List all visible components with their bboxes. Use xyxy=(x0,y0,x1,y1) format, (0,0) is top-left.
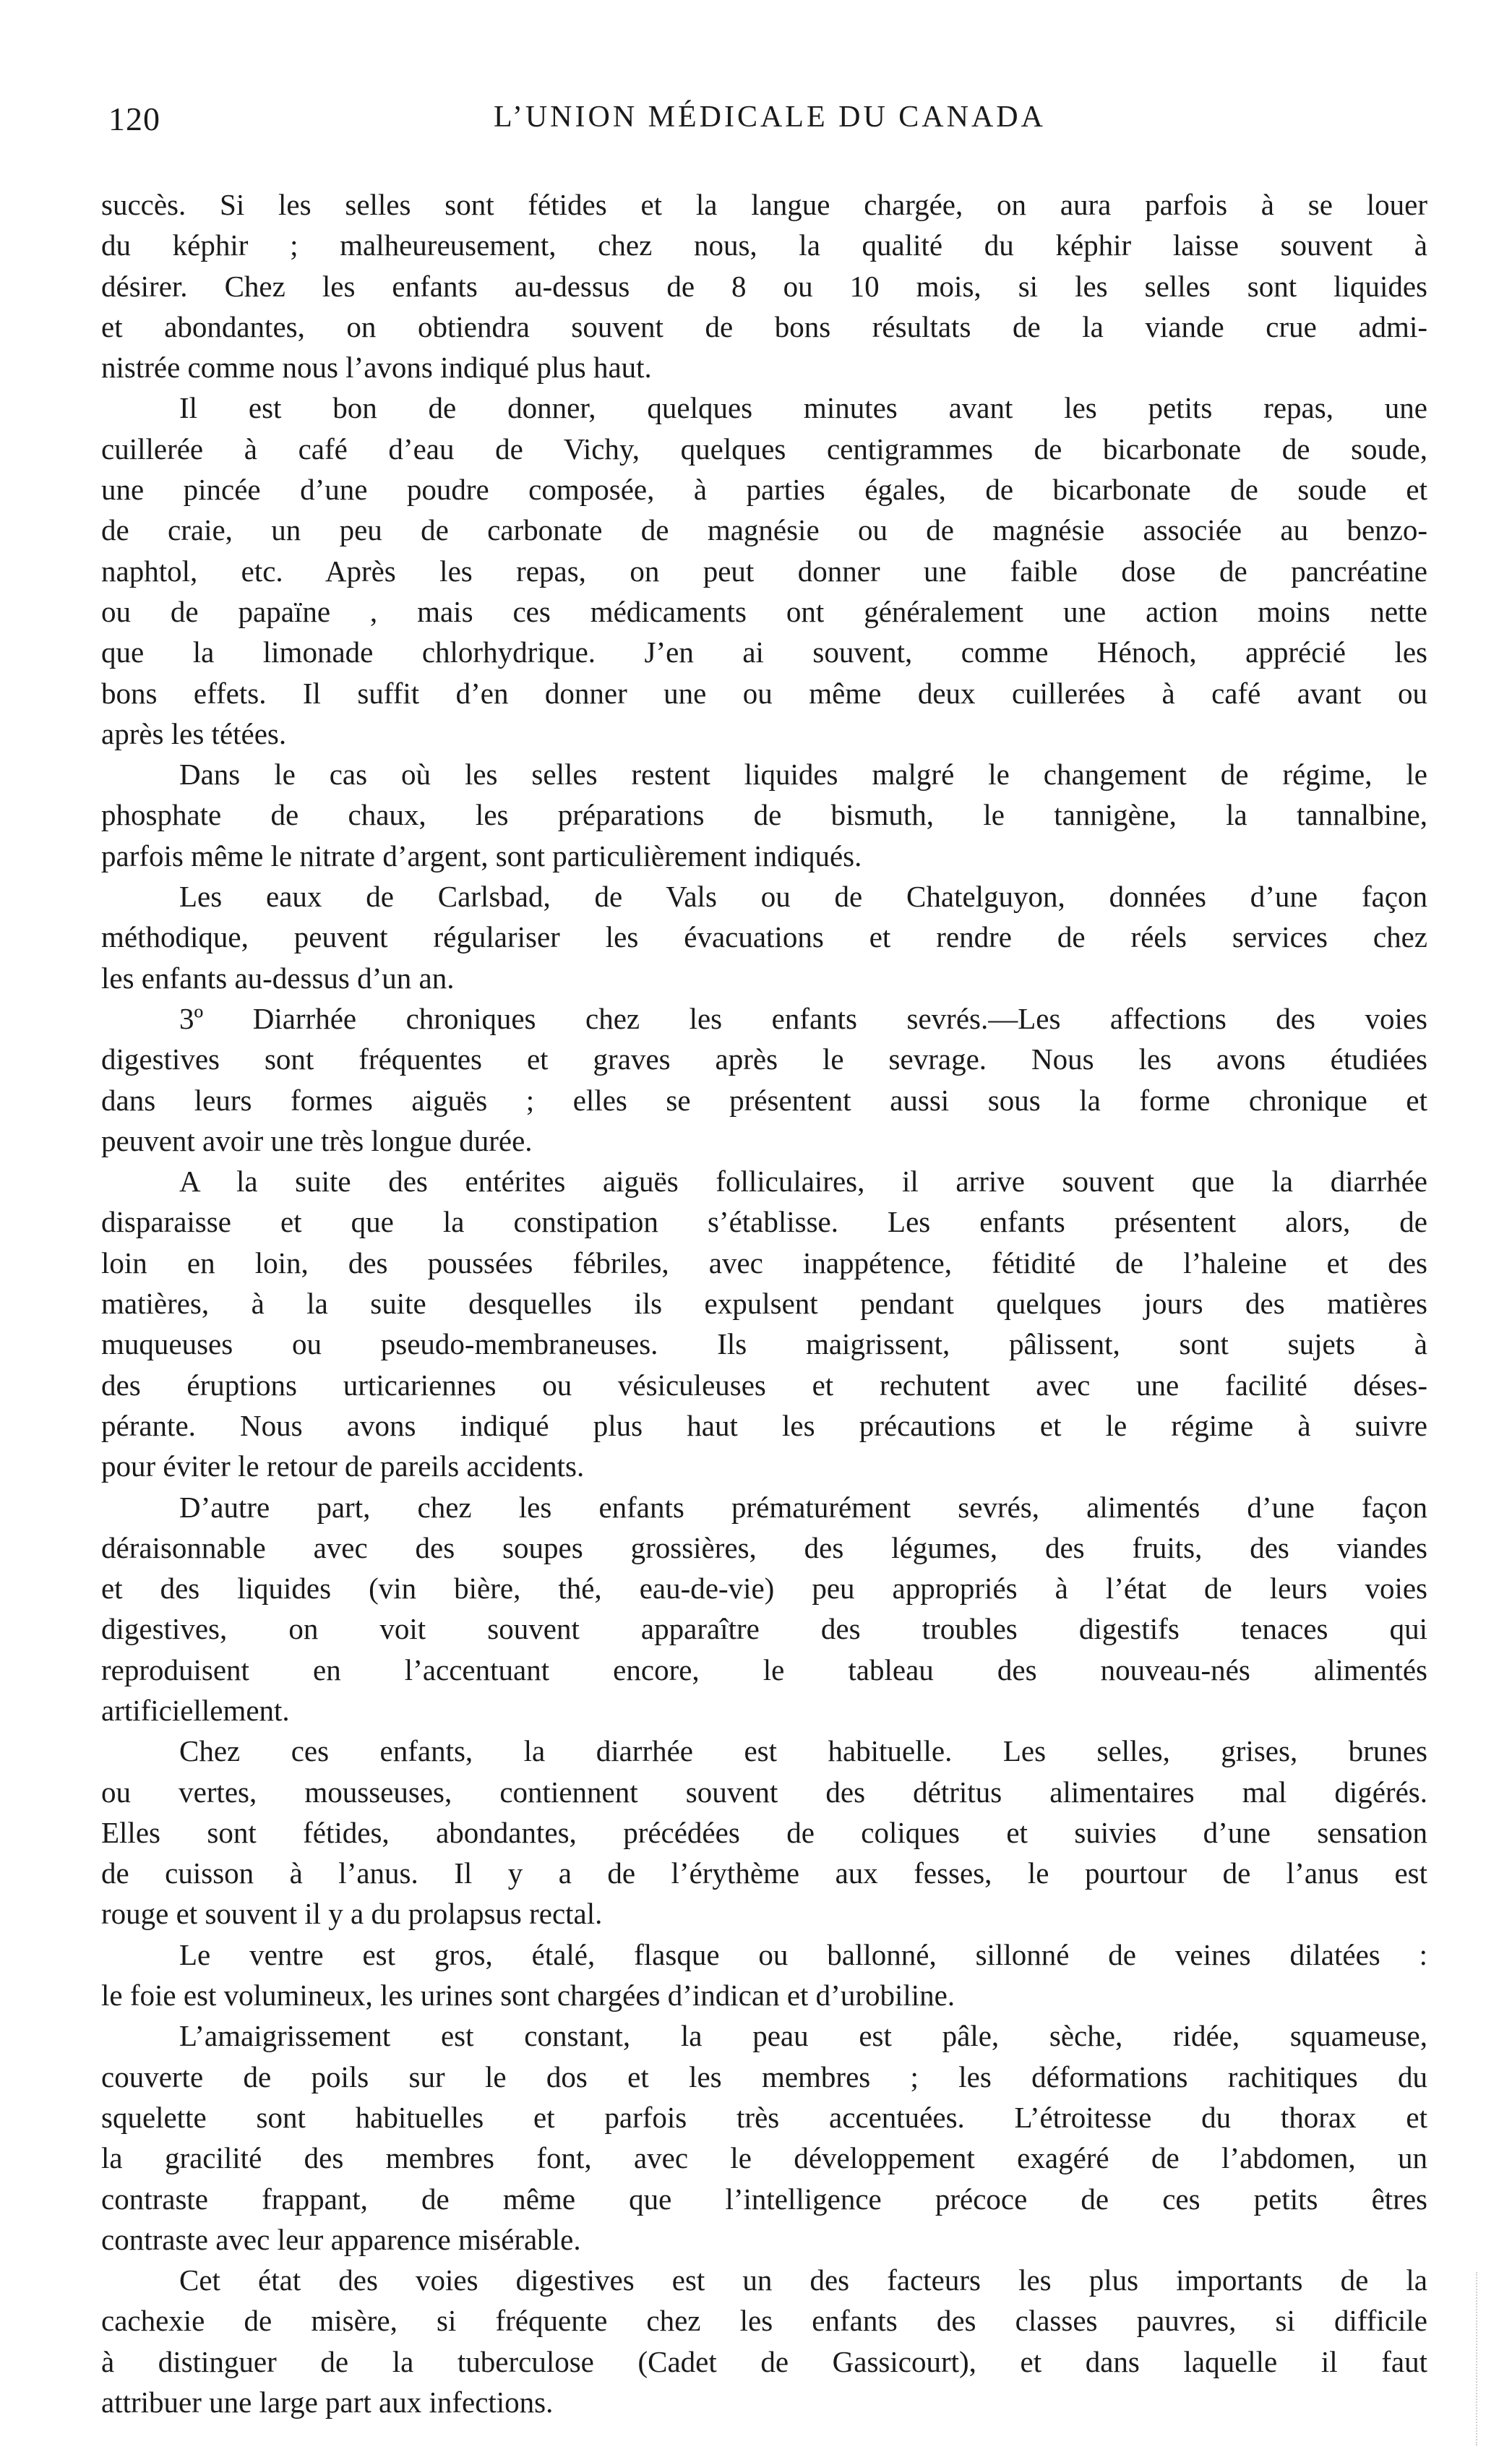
text-line: Elles sont fétides, abondantes, précédées de coliques et suivies d’une sensation xyxy=(101,1815,1427,1849)
text-line: de craie, un peu de carbonate de magnésie ou de magnésie associée au benzo- xyxy=(101,513,1427,547)
text-line: L’amaigrissement est constant, la peau est pâle, sèche, ridée, squameuse, xyxy=(179,2019,1427,2053)
body-text xyxy=(101,184,1427,2422)
text-line: peuvent avoir une très longue durée. xyxy=(101,1123,533,1157)
text-line: à distinguer de la tuberculose (Cadet de Gassicourt), et dans laquelle il faut xyxy=(101,2344,1427,2378)
text-line: naphtol, etc. Après les repas, on peut donner une faible dose de pancréatine xyxy=(101,554,1427,588)
text-line: muqueuses ou pseudo-membraneuses. Ils maigrissent, pâlissent, sont sujets à xyxy=(101,1327,1427,1361)
text-line: digestives sont fréquentes et graves après le sevrage. Nous les avons étudiées xyxy=(101,1042,1427,1076)
text-line: et abondantes, on obtiendra souvent de bons résultats de la viande crue admi- xyxy=(101,309,1427,343)
text-line: dans leurs formes aiguës ; elles se présentent aussi sous la forme chronique et xyxy=(101,1083,1427,1117)
page-header xyxy=(108,100,1431,150)
text-line: Dans le cas où les selles restent liquides malgré le changement de régime, le xyxy=(179,758,1427,792)
text-line: A la suite des entérites aiguës folliculaires, il arrive souvent que la diarrhée xyxy=(179,1165,1427,1199)
text-line: Cet état des voies digestives est un des facteurs les plus importants de la xyxy=(179,2263,1427,2297)
text-line: attribuer une large part aux infections. xyxy=(101,2386,554,2420)
text-line: couverte de poils sur le dos et les membres ; les déformations rachitiques du xyxy=(101,2060,1427,2093)
text-line: méthodique, peuvent régulariser les évacuations et rendre de réels services chez xyxy=(101,920,1427,954)
text-line: squelette sont habituelles et parfois très accentuées. L’étroitesse du thorax et xyxy=(101,2100,1427,2134)
text-line: disparaisse et que la constipation s’établisse. Les enfants présentent alors, de xyxy=(101,1205,1427,1239)
text-line: pour éviter le retour de pareils accidents. xyxy=(101,1449,585,1483)
text-line: après les tétées. xyxy=(101,716,287,750)
text-line: parfois même le nitrate d’argent, sont particulièrement indiqués. xyxy=(101,839,862,873)
text-line: Le ventre est gros, étalé, flasque ou ballonné, sillonné de veines dilatées : xyxy=(179,1937,1427,1971)
text-line: rouge et souvent il y a du prolapsus rectal. xyxy=(101,1897,603,1931)
text-line: ou vertes, mousseuses, contiennent souvent des détritus alimentaires mal digérés. xyxy=(101,1775,1427,1809)
text-line: que la limonade chlorhydrique. J’en ai souvent, comme Hénoch, apprécié les xyxy=(101,635,1427,669)
page-number: 120 xyxy=(108,100,160,137)
text-line: cuillerée à café d’eau de Vichy, quelques centigrammes de bicarbonate de soude, xyxy=(101,432,1427,466)
text-line: digestives, on voit souvent apparaître des troubles digestifs tenaces qui xyxy=(101,1612,1427,1646)
text-line: reproduisent en l’accentuant encore, le tableau des nouveau-nés alimentés xyxy=(101,1653,1427,1687)
text-line: une pincée d’une poudre composée, à parties égales, de bicarbonate de soude et xyxy=(101,473,1427,507)
text-line: et des liquides (vin bière, thé, eau-de-vie) peu appropriés à l’état de leurs voies xyxy=(101,1572,1427,1606)
page-edge-mark xyxy=(1476,2272,1483,2446)
text-line: de cuisson à l’anus. Il y a de l’érythème aux fesses, le pourtour de l’anus est xyxy=(101,1856,1427,1890)
text-line: artificiellement. xyxy=(101,1693,290,1727)
text-line: succès. Si les selles sont fétides et la langue chargée, on aura parfois à se louer xyxy=(101,188,1427,221)
text-line: les enfants au-dessus d’un an. xyxy=(101,961,455,995)
text-line: contraste avec leur apparence misérable. xyxy=(101,2222,581,2256)
running-title: L’UNION MÉDICALE DU CANADA xyxy=(494,100,1046,134)
text-line: ou de papaïne , mais ces médicaments ont généralement une action moins nette xyxy=(101,594,1427,628)
text-line: bons effets. Il suffit d’en donner une ou même deux cuillerées à café avant ou xyxy=(101,676,1427,710)
text-line: Il est bon de donner, quelques minutes avant les petits repas, une xyxy=(179,391,1427,425)
text-line: déraisonnable avec des soupes grossières, des légumes, des fruits, des viandes xyxy=(101,1530,1427,1564)
text-line: nistrée comme nous l’avons indiqué plus haut. xyxy=(101,351,652,385)
text-line: 3º Diarrhée chroniques chez les enfants sevrés.—Les affections des voies xyxy=(179,1001,1427,1035)
text-line: phosphate de chaux, les préparations de bismuth, le tannigène, la tannalbine, xyxy=(101,798,1427,832)
text-line: D’autre part, chez les enfants prématurément sevrés, alimentés d’une façon xyxy=(179,1490,1427,1524)
text-line: Chez ces enfants, la diarrhée est habituelle. Les selles, grises, brunes xyxy=(179,1734,1427,1768)
text-line: désirer. Chez les enfants au-dessus de 8 ou 10 mois, si les selles sont liquides xyxy=(101,269,1427,303)
text-line: le foie est volumineux, les urines sont chargées d’indican et d’urobiline. xyxy=(101,1979,955,2013)
text-line: contraste frappant, de même que l’intelligence précoce de ces petits êtres xyxy=(101,2182,1427,2216)
text-line: Les eaux de Carlsbad, de Vals ou de Chatelguyon, données d’une façon xyxy=(179,880,1427,914)
text-line: du képhir ; malheureusement, chez nous, la qualité du képhir laisse souvent à xyxy=(101,228,1427,262)
text-line: des éruptions urticariennes ou vésiculeuses et rechutent avec une facilité déses- xyxy=(101,1368,1427,1402)
text-line: la gracilité des membres font, avec le développement exagéré de l’abdomen, un xyxy=(101,2141,1427,2175)
text-line: loin en loin, des poussées fébriles, avec inappétence, fétidité de l’haleine et des xyxy=(101,1246,1427,1280)
text-line: pérante. Nous avons indiqué plus haut les précautions et le régime à suivre xyxy=(101,1408,1427,1442)
text-line: cachexie de misère, si fréquente chez les enfants des classes pauvres, si difficile xyxy=(101,2304,1427,2338)
text-line: matières, à la suite desquelles ils expulsent pendant quelques jours des matières xyxy=(101,1287,1427,1321)
